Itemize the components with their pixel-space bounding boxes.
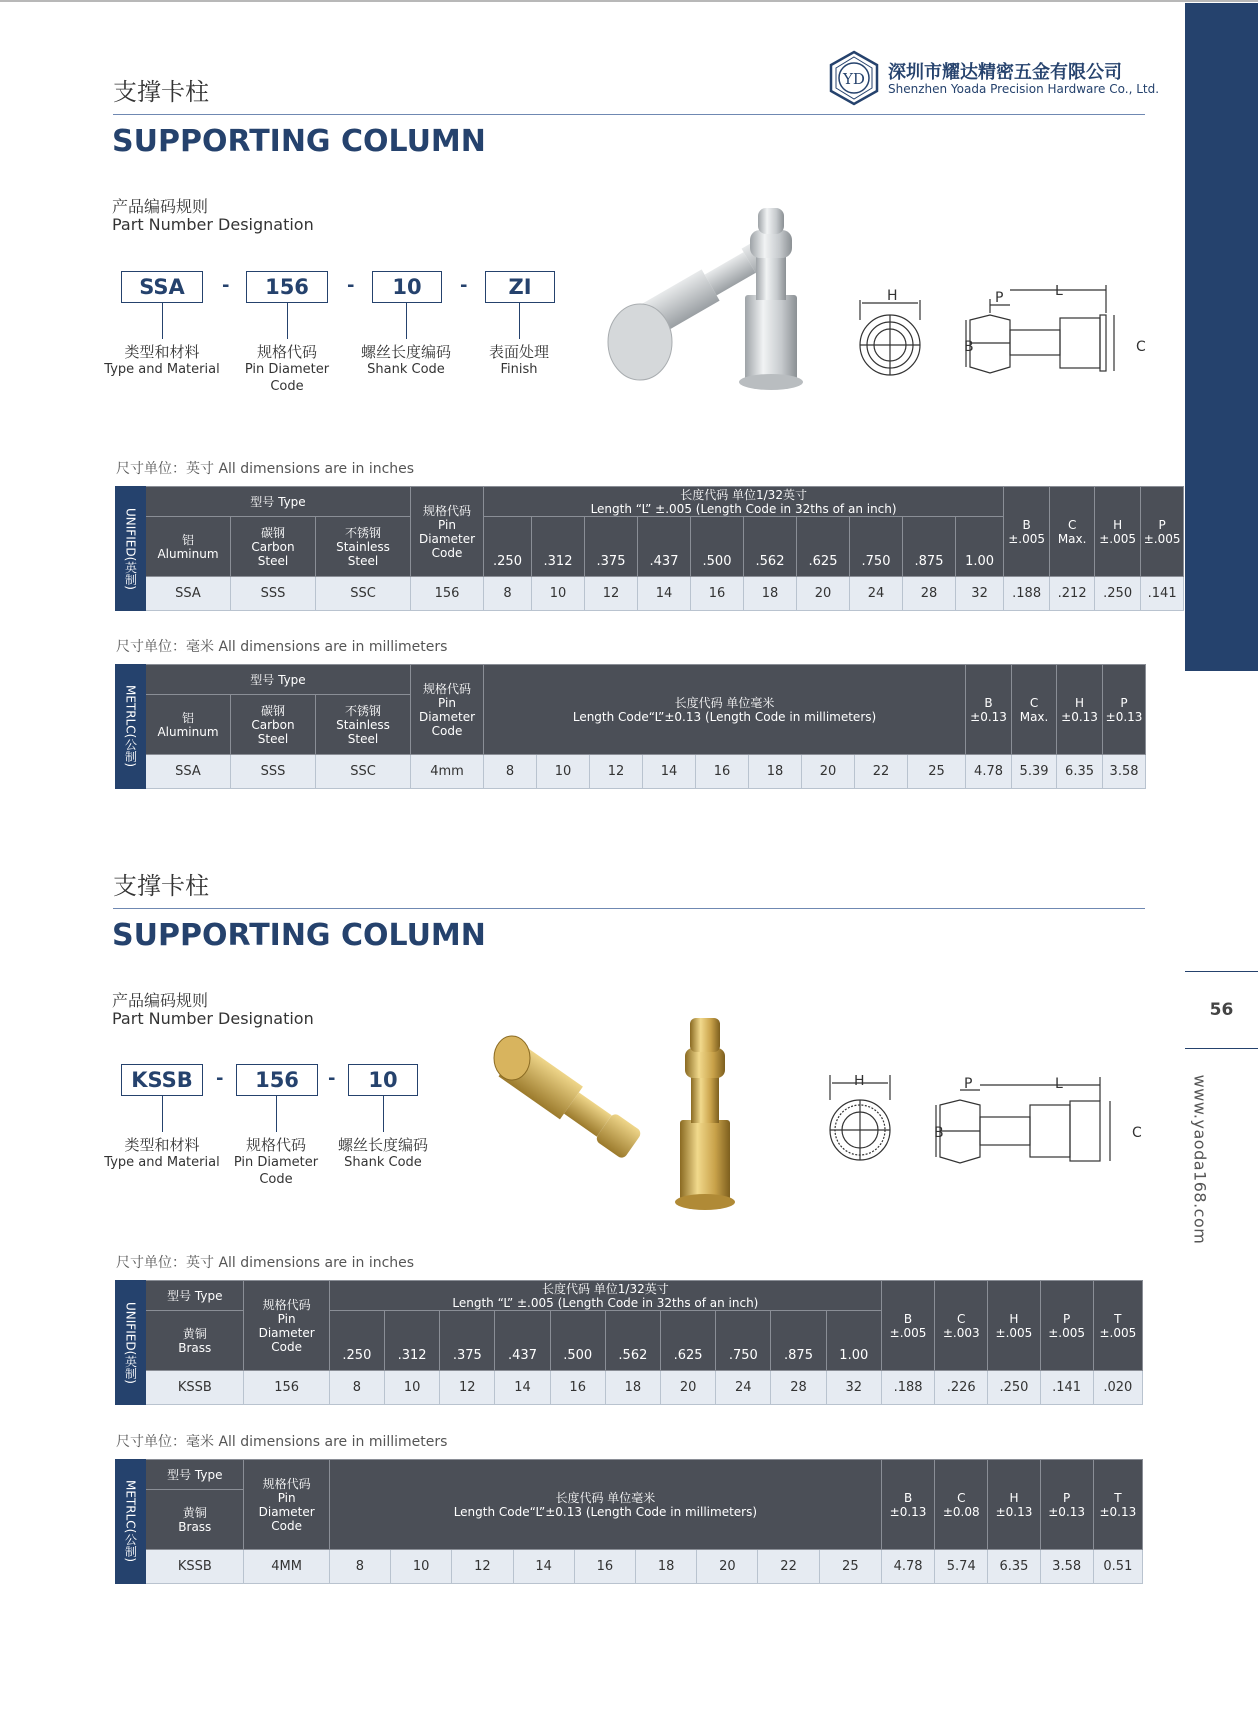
table-row xyxy=(116,1371,1143,1405)
section2-product-photo xyxy=(480,1010,770,1215)
table-cell: 18 xyxy=(749,755,802,789)
section2-code-dash: - xyxy=(328,1068,336,1089)
section2-title-rule xyxy=(113,908,1145,909)
section1-code-box-shank: 10 xyxy=(372,271,442,303)
table-cell: 12 xyxy=(585,577,638,611)
table-cell: 8 xyxy=(329,1550,390,1584)
section2-code-box-shank: 10 xyxy=(348,1064,418,1096)
section1-label-shank: 螺丝长度编码 Shank Code xyxy=(360,343,451,377)
table-row xyxy=(116,577,1184,611)
table-cell: SSA xyxy=(146,577,231,611)
table-cell: 3.58 xyxy=(1103,755,1146,789)
section1-label-finish: 表面处理 Finish xyxy=(488,343,549,377)
dim-header-h: H ±0.13 xyxy=(1057,665,1103,755)
table-cell: 24 xyxy=(850,577,903,611)
material-aluminum: 铝 Aluminum xyxy=(146,517,231,577)
table-cell: 32 xyxy=(826,1371,881,1405)
table-cell: 22 xyxy=(758,1550,819,1584)
table-row xyxy=(116,1550,1143,1584)
table-cell: 16 xyxy=(574,1550,635,1584)
section2-unified-table xyxy=(115,1280,1143,1405)
table-side-label: METRLC(公制) xyxy=(116,1460,146,1584)
table-side-label: METRLC(公制) xyxy=(116,665,146,789)
length-header: 长度代码 单位毫米 Length Code“L”±0.13 (Length Code in millimeters) xyxy=(484,665,966,755)
material-brass: 黄铜 Brass xyxy=(146,1490,244,1550)
section1-unified-table xyxy=(115,486,1184,611)
dim-header-b: B ±0.13 xyxy=(966,665,1012,755)
table-cell: 12 xyxy=(440,1371,495,1405)
length-col: .375 xyxy=(440,1311,495,1371)
section2-label-shank: 螺丝长度编码 Shank Code xyxy=(337,1136,428,1170)
table-cell: 25 xyxy=(819,1550,881,1584)
code-connector xyxy=(162,303,163,339)
table-cell: 4.78 xyxy=(966,755,1012,789)
page-number: 56 xyxy=(1209,1000,1234,1020)
pin-header: 规格代码 Pin Diameter Code xyxy=(244,1460,329,1550)
section2-technical-drawing xyxy=(820,1075,1150,1200)
table-cell: 14 xyxy=(638,577,691,611)
section1-title-cn: 支撑卡柱 xyxy=(113,78,209,106)
length-col: .437 xyxy=(638,517,691,577)
section1-unified-unit-note: 尺寸单位：英寸 All dimensions are in inches xyxy=(116,461,415,477)
table-cell: 8 xyxy=(484,577,532,611)
table-cell: .188 xyxy=(1004,577,1050,611)
dim-header-c: C ±0.08 xyxy=(935,1460,988,1550)
length-col: .312 xyxy=(384,1311,439,1371)
table-cell: 18 xyxy=(605,1371,660,1405)
drawing-label-b: B xyxy=(934,1125,944,1141)
table-cell: 32 xyxy=(956,577,1004,611)
table-cell: KSSB xyxy=(146,1550,244,1584)
table-cell: 8 xyxy=(484,755,537,789)
table-cell: SSS xyxy=(231,577,316,611)
code-connector xyxy=(276,1096,277,1132)
dim-header-c: C Max. xyxy=(1012,665,1057,755)
length-col: .437 xyxy=(495,1311,550,1371)
table-cell: 10 xyxy=(391,1550,452,1584)
table-cell: 156 xyxy=(244,1371,329,1405)
table-cell: 14 xyxy=(513,1550,574,1584)
dim-header-b: B ±.005 xyxy=(1004,487,1050,577)
section1-title-rule xyxy=(113,114,1145,115)
table-cell: 16 xyxy=(691,577,744,611)
section2-code-dash: - xyxy=(216,1068,224,1089)
length-col: .562 xyxy=(605,1311,660,1371)
table-side-label: UNIFIED(英制) xyxy=(116,1281,146,1405)
table-cell: 20 xyxy=(797,577,850,611)
table-cell: 20 xyxy=(697,1550,758,1584)
length-col: .250 xyxy=(484,517,532,577)
table-row xyxy=(116,1281,1143,1311)
section2-metric-table xyxy=(115,1459,1143,1584)
table-cell: 6.35 xyxy=(1057,755,1103,789)
code-connector xyxy=(519,303,520,339)
section1-code-dash: - xyxy=(222,275,230,296)
code-connector xyxy=(287,303,288,339)
table-cell: .250 xyxy=(1095,577,1141,611)
table-row xyxy=(116,1460,1143,1490)
table-cell: 10 xyxy=(384,1371,439,1405)
dim-header-p: P ±.005 xyxy=(1040,1281,1093,1371)
table-cell: 12 xyxy=(452,1550,513,1584)
section1-label-type: 类型和材料 Type and Material xyxy=(104,343,220,377)
dim-header-h: H ±.005 xyxy=(988,1281,1040,1371)
table-cell: 20 xyxy=(661,1371,716,1405)
sidebar-rule-bottom xyxy=(1185,1048,1258,1049)
table-cell: .188 xyxy=(881,1371,934,1405)
drawing-label-b: B xyxy=(964,339,974,355)
table-cell: 16 xyxy=(550,1371,605,1405)
table-cell: 24 xyxy=(716,1371,771,1405)
table-cell: KSSB xyxy=(146,1371,244,1405)
website-url: www.yaoda168.com xyxy=(1190,1074,1210,1245)
section2-label-pin: 规格代码 Pin Diameter Code xyxy=(233,1136,319,1187)
table-cell: SSC xyxy=(316,577,411,611)
section1-pnd-cn: 产品编码规则 xyxy=(112,197,209,216)
dim-header-c: C Max. xyxy=(1050,487,1095,577)
table-row xyxy=(116,665,1146,695)
table-cell: 12 xyxy=(590,755,643,789)
dim-header-p: P ±.005 xyxy=(1141,487,1184,577)
table-cell: 6.35 xyxy=(988,1550,1040,1584)
dim-header-t: T ±.005 xyxy=(1093,1281,1142,1371)
table-cell: .020 xyxy=(1093,1371,1142,1405)
table-cell: 3.58 xyxy=(1040,1550,1093,1584)
length-col: .625 xyxy=(797,517,850,577)
section1-label-pin: 规格代码 Pin Diameter Code xyxy=(244,343,330,394)
length-col: .875 xyxy=(903,517,956,577)
drawing-label-p: P xyxy=(995,290,1004,306)
table-side-label: UNIFIED(英制) xyxy=(116,487,146,611)
company-logo xyxy=(826,50,1160,110)
section2-code-box-type: KSSB xyxy=(121,1064,203,1096)
table-cell: 8 xyxy=(329,1371,384,1405)
length-col: 1.00 xyxy=(826,1311,881,1371)
section1-metric-table xyxy=(115,664,1146,789)
table-cell: .250 xyxy=(988,1371,1040,1405)
table-cell: SSS xyxy=(231,755,316,789)
section1-technical-drawing xyxy=(850,285,1150,410)
table-cell: 18 xyxy=(635,1550,696,1584)
section2-title-cn: 支撑卡柱 xyxy=(113,872,209,900)
length-col: .875 xyxy=(771,1311,826,1371)
length-col: .312 xyxy=(532,517,585,577)
drawing-label-l: L xyxy=(1055,1076,1063,1092)
section2-label-type: 类型和材料 Type and Material xyxy=(104,1136,220,1170)
length-col: .500 xyxy=(691,517,744,577)
table-cell: .212 xyxy=(1050,577,1095,611)
material-carbon-steel: 碳钢 Carbon Steel xyxy=(231,517,316,577)
table-cell: .141 xyxy=(1141,577,1184,611)
section1-code-box-pin: 156 xyxy=(246,271,328,303)
length-col: .250 xyxy=(329,1311,384,1371)
section1-code-dash: - xyxy=(460,275,468,296)
length-col: .375 xyxy=(585,517,638,577)
table-cell: 5.39 xyxy=(1012,755,1057,789)
dim-header-h: H ±0.13 xyxy=(988,1460,1040,1550)
drawing-label-p: P xyxy=(964,1076,973,1092)
table-cell: SSC xyxy=(316,755,411,789)
table-cell: 25 xyxy=(908,755,966,789)
material-stainless-steel: 不锈钢 Stainless Steel xyxy=(316,695,411,755)
type-header: 型号 Type xyxy=(146,1281,244,1311)
length-col: .625 xyxy=(661,1311,716,1371)
length-col: .562 xyxy=(744,517,797,577)
section1-title-en: SUPPORTING COLUMN xyxy=(112,124,486,159)
section1-metric-unit-note: 尺寸单位：毫米 All dimensions are in millimeters xyxy=(116,639,448,655)
dim-header-b: B ±0.13 xyxy=(881,1460,934,1550)
dim-header-p: P ±0.13 xyxy=(1103,665,1146,755)
type-header: 型号 Type xyxy=(146,487,411,517)
table-cell: 156 xyxy=(411,577,484,611)
length-header: 长度代码 单位毫米 Length Code“L”±0.13 (Length Code in millimeters) xyxy=(329,1460,881,1550)
material-carbon-steel: 碳钢 Carbon Steel xyxy=(231,695,316,755)
material-brass: 黄铜 Brass xyxy=(146,1311,244,1371)
section2-metric-unit-note: 尺寸单位：毫米 All dimensions are in millimeters xyxy=(116,1434,448,1450)
table-cell: .141 xyxy=(1040,1371,1093,1405)
drawing-label-h: H xyxy=(854,1075,865,1089)
section1-pnd-en: Part Number Designation xyxy=(112,215,314,234)
section2-code-box-pin: 156 xyxy=(236,1064,318,1096)
table-cell: 10 xyxy=(532,577,585,611)
type-header: 型号 Type xyxy=(146,665,411,695)
section1-product-photo xyxy=(590,200,820,395)
table-cell: 4MM xyxy=(244,1550,329,1584)
length-header: 长度代码 单位1/32英寸 Length “L” ±.005 (Length Code in 32ths of an inch) xyxy=(329,1281,881,1311)
section2-pnd-en: Part Number Designation xyxy=(112,1009,314,1028)
code-connector xyxy=(406,303,407,339)
table-cell: 4.78 xyxy=(881,1550,934,1584)
table-cell: 28 xyxy=(903,577,956,611)
sidebar-color-band xyxy=(1185,3,1258,671)
section2-title-en: SUPPORTING COLUMN xyxy=(112,918,486,953)
pin-header: 规格代码 Pin Diameter Code xyxy=(411,487,484,577)
table-cell: 10 xyxy=(537,755,590,789)
section2-unified-unit-note: 尺寸单位：英寸 All dimensions are in inches xyxy=(116,1255,415,1271)
code-connector xyxy=(383,1096,384,1132)
table-row xyxy=(116,755,1146,789)
section1-code-dash: - xyxy=(347,275,355,296)
dim-header-p: P ±0.13 xyxy=(1040,1460,1093,1550)
logo-hexagon-icon xyxy=(826,50,882,106)
length-col: 1.00 xyxy=(956,517,1004,577)
dim-header-c: C ±.003 xyxy=(935,1281,988,1371)
table-cell: 22 xyxy=(855,755,908,789)
drawing-label-h: H xyxy=(887,288,898,304)
table-cell: 14 xyxy=(643,755,696,789)
table-cell: 0.51 xyxy=(1093,1550,1142,1584)
length-col: .750 xyxy=(716,1311,771,1371)
top-border xyxy=(0,0,1258,2)
dim-header-t: T ±0.13 xyxy=(1093,1460,1142,1550)
table-cell: 28 xyxy=(771,1371,826,1405)
table-cell: 18 xyxy=(744,577,797,611)
length-col: .500 xyxy=(550,1311,605,1371)
table-cell: SSA xyxy=(146,755,231,789)
drawing-label-c: C xyxy=(1132,1125,1142,1141)
code-connector xyxy=(162,1096,163,1132)
drawing-label-c: C xyxy=(1136,339,1146,355)
table-cell: 16 xyxy=(696,755,749,789)
length-header: 长度代码 单位1/32英寸 Length “L” ±.005 (Length Code in 32ths of an inch) xyxy=(484,487,1004,517)
pin-header: 规格代码 Pin Diameter Code xyxy=(411,665,484,755)
section2-pnd-cn: 产品编码规则 xyxy=(112,991,209,1010)
drawing-label-l: L xyxy=(1055,285,1063,299)
table-cell: 5.74 xyxy=(935,1550,988,1584)
length-col: .750 xyxy=(850,517,903,577)
table-row xyxy=(116,487,1184,517)
company-name-cn: 深圳市耀达精密五金有限公司 xyxy=(888,62,1122,83)
pin-header: 规格代码 Pin Diameter Code xyxy=(244,1281,329,1371)
sidebar-rule-top xyxy=(1185,971,1258,972)
dim-header-b: B ±.005 xyxy=(881,1281,934,1371)
table-cell: .226 xyxy=(935,1371,988,1405)
table-cell: 20 xyxy=(802,755,855,789)
company-name-en: Shenzhen Yoada Precision Hardware Co., Ltd. xyxy=(888,82,1160,96)
material-stainless-steel: 不锈钢 Stainless Steel xyxy=(316,517,411,577)
material-aluminum: 铝 Aluminum xyxy=(146,695,231,755)
table-cell: 14 xyxy=(495,1371,550,1405)
dim-header-h: H ±.005 xyxy=(1095,487,1141,577)
logo-mark-text: YD xyxy=(843,70,865,88)
section1-code-box-finish: ZI xyxy=(485,271,555,303)
section1-code-box-type: SSA xyxy=(121,271,203,303)
table-cell: 4mm xyxy=(411,755,484,789)
type-header: 型号 Type xyxy=(146,1460,244,1490)
